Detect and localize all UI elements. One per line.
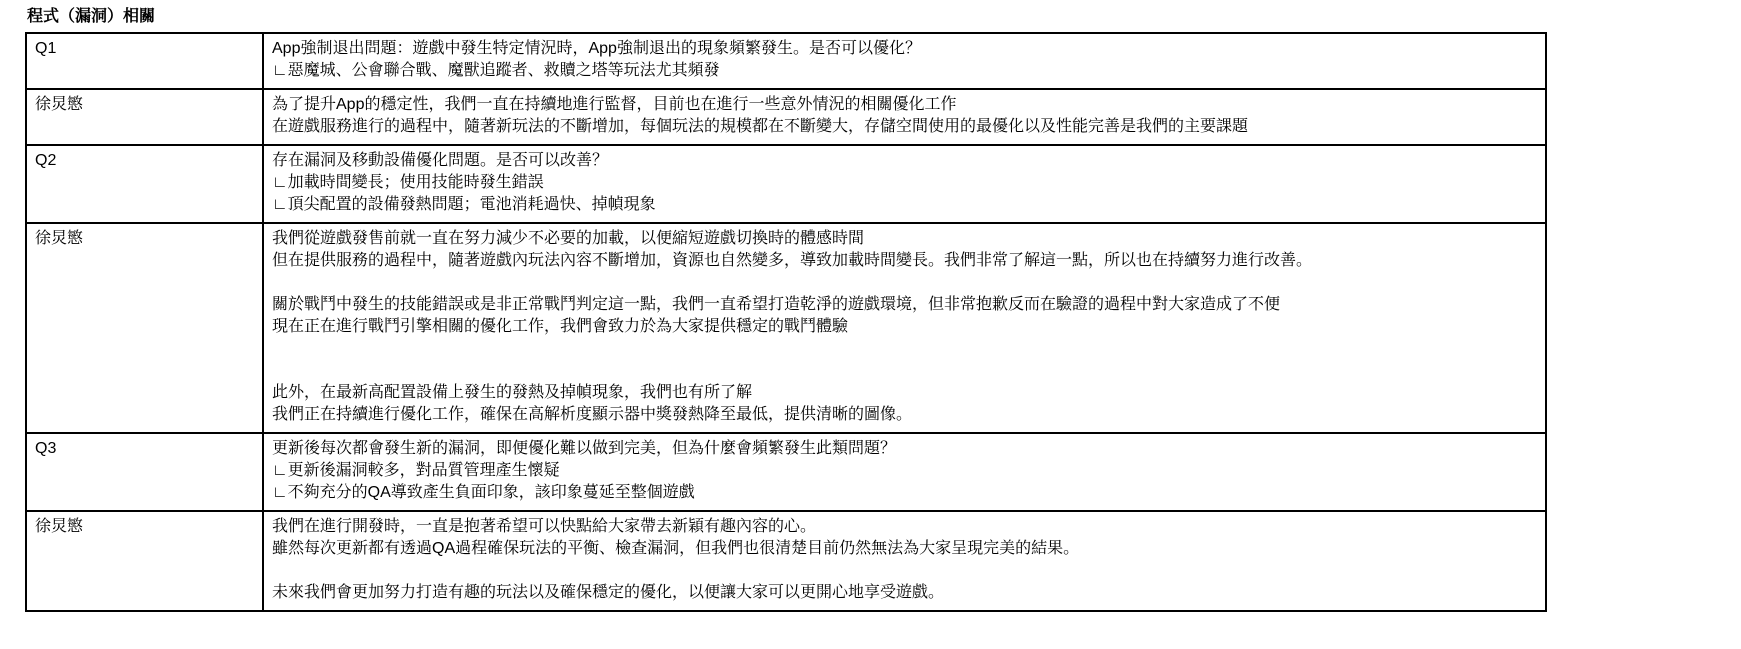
answer-cell (263, 89, 1546, 145)
speaker-label: 徐炅慜 (35, 518, 84, 535)
section-title: 程式（漏洞）相關 (27, 8, 156, 25)
table-row-answer-2 (26, 223, 1546, 433)
qa-table (25, 32, 1547, 612)
question-cell (263, 145, 1546, 223)
text-line: ∟加載時間變長；使用技能時發生錯誤 (272, 174, 544, 191)
text-line: ∟惡魔城、公會聯合戰、魔獸追蹤者、救贖之塔等玩法尤其頻發 (272, 62, 720, 79)
question-cell (263, 433, 1546, 511)
speaker-cell (26, 223, 263, 433)
speaker-cell (26, 433, 263, 511)
text-line: 存在漏洞及移動設備優化問題。是否可以改善？ (272, 152, 609, 169)
text-line: 關於戰鬥中發生的技能錯誤或是非正常戰鬥判定這一點，我們一直希望打造乾淨的遊戲環境，但非常抱歉反而在驗證的過程中對大家造成了不便 (272, 296, 1281, 313)
text-line: 未來我們會更加努力打造有趣的玩法以及確保穩定的優化，以便讓大家可以更開心地享受遊戲。 (272, 584, 945, 601)
table-row-answer-3 (26, 511, 1546, 611)
blank-line (272, 360, 1537, 382)
blank-line (272, 338, 1537, 360)
text-line: ∟不夠充分的QA導致產生負面印象，該印象蔓延至整個遊戲 (272, 484, 695, 501)
table-row-answer-1 (26, 89, 1546, 145)
table-row-q1 (26, 33, 1546, 89)
speaker-label: 徐炅慜 (35, 96, 84, 113)
text-line: 更新後每次都會發生新的漏洞，即便優化難以做到完美，但為什麼會頻繁發生此類問題？ (272, 440, 897, 457)
text-line: 但在提供服務的過程中，隨著遊戲內玩法內容不斷增加，資源也自然變多，導致加載時間變長。我們非常了解這一點，所以也在持續努力進行改善。 (272, 252, 1313, 269)
text-line: 我們從遊戲發售前就一直在努力減少不必要的加載，以便縮短遊戲切換時的體感時間 (272, 230, 865, 247)
speaker-label: Q1 (35, 40, 57, 57)
speaker-label: 徐炅慜 (35, 230, 84, 247)
text-line: 我們正在持續進行優化工作，確保在高解析度顯示器中獎發熱降至最低，提供清晰的圖像。 (272, 406, 913, 423)
text-line: 在遊戲服務進行的過程中，隨著新玩法的不斷增加，每個玩法的規模都在不斷變大，存儲空間使用的最優化以及性能完善是我們的主要課題 (272, 118, 1249, 135)
speaker-label: Q3 (35, 440, 57, 457)
text-line: App強制退出問題：遊戲中發生特定情況時，App強制退出的現象頻繁發生。是否可以優化？ (272, 40, 921, 57)
answer-cell (263, 223, 1546, 433)
speaker-cell (26, 511, 263, 611)
speaker-cell (26, 33, 263, 89)
blank-line (272, 560, 1537, 582)
question-cell (263, 33, 1546, 89)
table-row-q3 (26, 433, 1546, 511)
text-line: 此外，在最新高配置設備上發生的發熱及掉幀現象，我們也有所了解 (272, 384, 753, 401)
text-line: 我們在進行開發時，一直是抱著希望可以快點給大家帶去新穎有趣內容的心。 (272, 518, 817, 535)
text-line: ∟頂尖配置的設備發熱問題；電池消耗過快、掉幀現象 (272, 196, 656, 213)
speaker-label: Q2 (35, 152, 57, 169)
speaker-cell (26, 145, 263, 223)
table-row-q2 (26, 145, 1546, 223)
text-line: ∟更新後漏洞較多，對品質管理產生懷疑 (272, 462, 560, 479)
text-line: 雖然每次更新都有透過QA過程確保玩法的平衡、檢查漏洞，但我們也很清楚目前仍然無法為大家呈現完美的結果。 (272, 540, 1080, 557)
blank-line (272, 272, 1537, 294)
answer-cell (263, 511, 1546, 611)
text-line: 為了提升App的穩定性，我們一直在持續地進行監督，目前也在進行一些意外情況的相關優化工作 (272, 96, 957, 113)
speaker-cell (26, 89, 263, 145)
text-line: 現在正在進行戰鬥引擎相關的優化工作，我們會致力於為大家提供穩定的戰鬥體驗 (272, 318, 849, 335)
